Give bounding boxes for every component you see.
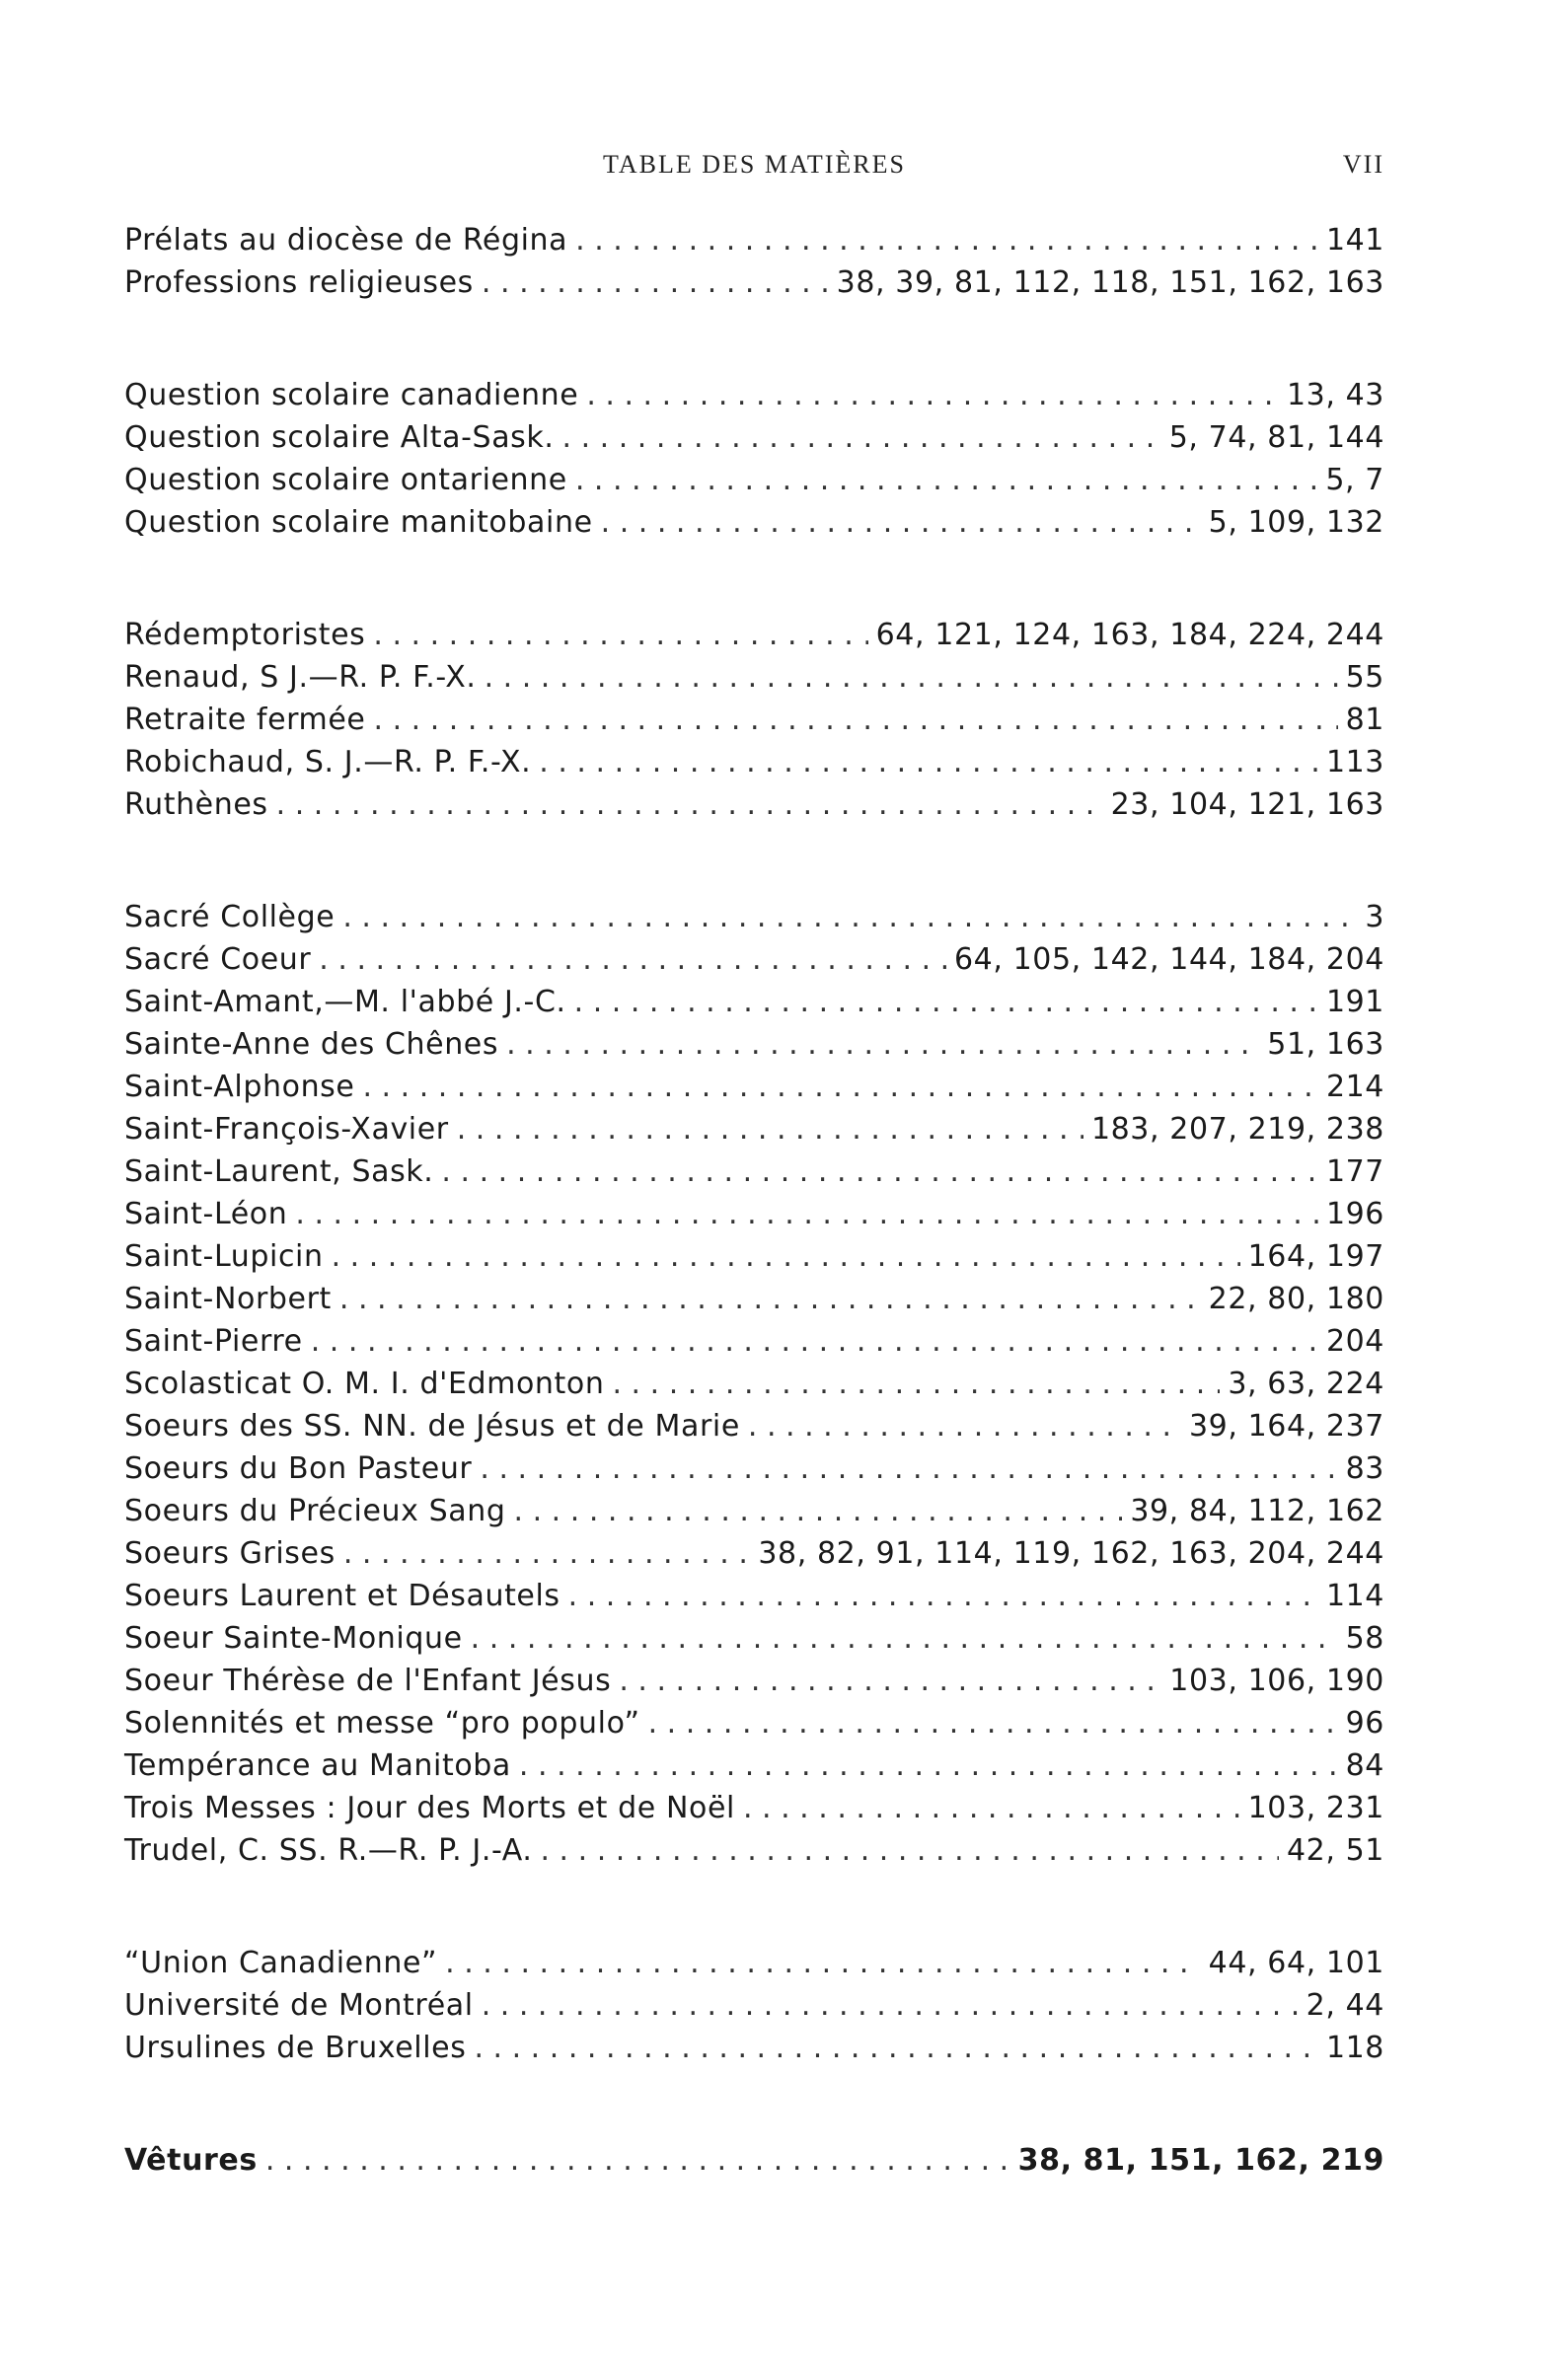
index-entry: [124, 1787, 1384, 1829]
dot-leader: [374, 699, 1338, 741]
entry-label: Renaud, S J.—R. P. F.-X.: [124, 660, 477, 695]
entry-pages: 196: [1325, 1197, 1384, 1231]
dot-leader: [342, 896, 1357, 938]
page-header: [124, 150, 1384, 189]
index-entry: [124, 1490, 1384, 1532]
entry-pages: 39, 164, 237: [1188, 1409, 1384, 1444]
dot-leader: [339, 1278, 1201, 1320]
entry-label: Saint-Léon: [124, 1197, 288, 1231]
entry-label: Vêtures: [124, 2143, 258, 2178]
entry-label: Soeurs Grises: [124, 1536, 336, 1571]
index-group: [124, 614, 1384, 826]
entry-pages: 55: [1345, 660, 1384, 695]
entry-label: Sacré Coeur: [124, 942, 312, 977]
index-entry: [124, 1984, 1384, 2027]
index-entry: [124, 1617, 1384, 1660]
index-entry: [124, 614, 1384, 656]
dot-leader: [601, 501, 1201, 544]
page-number: VII: [1342, 150, 1384, 179]
index-group: [124, 2139, 1384, 2182]
entry-label: Soeur Sainte-Monique: [124, 1621, 463, 1656]
entry-pages: 118: [1325, 2031, 1384, 2065]
index-entry: [124, 1532, 1384, 1575]
entry-label: Saint-Alphonse: [124, 1070, 355, 1104]
entry-pages: 58: [1345, 1621, 1384, 1656]
entry-label: Saint-Norbert: [124, 1282, 332, 1316]
dot-leader: [471, 1617, 1338, 1660]
entry-pages: 96: [1345, 1706, 1384, 1741]
dot-leader: [276, 783, 1103, 826]
entry-label: Tempérance au Manitoba: [124, 1748, 511, 1783]
entry-label: Solennités et messe “pro populo”: [124, 1706, 640, 1741]
entry-pages: 164, 197: [1247, 1239, 1384, 1274]
entry-label: Saint-François-Xavier: [124, 1112, 449, 1147]
entry-label: Ruthènes: [124, 787, 268, 822]
entry-label: Prélats au diocèse de Régina: [124, 223, 568, 258]
dot-leader: [441, 1150, 1318, 1193]
index-entry: [124, 699, 1384, 741]
dot-leader: [619, 1660, 1161, 1702]
entry-label: Sacré Collège: [124, 900, 336, 934]
entry-pages: 114: [1325, 1579, 1384, 1613]
entry-pages: 214: [1325, 1070, 1384, 1104]
entry-label: Soeurs Laurent et Désautels: [124, 1579, 560, 1613]
dot-leader: [514, 1490, 1123, 1532]
dot-leader: [482, 261, 829, 304]
entry-pages: 42, 51: [1286, 1833, 1384, 1868]
dot-leader: [540, 1829, 1278, 1872]
index-entry: [124, 1193, 1384, 1235]
entry-pages: 13, 43: [1286, 378, 1384, 412]
entry-pages: 64, 105, 142, 144, 184, 204: [953, 942, 1384, 977]
index-entry: [124, 261, 1384, 304]
entry-pages: 204: [1325, 1324, 1384, 1359]
entry-pages: 103, 231: [1247, 1791, 1384, 1825]
index-entry: [124, 1023, 1384, 1066]
entry-pages: 64, 121, 124, 163, 184, 224, 244: [875, 618, 1384, 652]
index-entry: [124, 1066, 1384, 1108]
dot-leader: [265, 2139, 1010, 2182]
entry-label: Retraite fermée: [124, 703, 366, 737]
index-entry: [124, 2139, 1384, 2182]
entry-pages: 5, 109, 132: [1208, 505, 1384, 540]
entry-label: Soeurs du Précieux Sang: [124, 1494, 506, 1528]
dot-leader: [586, 374, 1279, 416]
entry-label: Question scolaire canadienne: [124, 378, 579, 412]
entry-label: Sainte-Anne des Chênes: [124, 1027, 499, 1062]
entry-pages: 191: [1325, 985, 1384, 1019]
dot-leader: [332, 1235, 1240, 1278]
dot-leader: [445, 1942, 1200, 1984]
dot-leader: [568, 1575, 1318, 1617]
entry-pages: 81: [1345, 703, 1384, 737]
dot-leader: [373, 614, 867, 656]
index-entry: [124, 1660, 1384, 1702]
dot-leader: [562, 416, 1161, 459]
entry-label: Trois Messes : Jour des Morts et de Noël: [124, 1791, 735, 1825]
dot-leader: [480, 1447, 1337, 1490]
entry-label: Soeurs du Bon Pasteur: [124, 1451, 473, 1486]
index-entry: [124, 1702, 1384, 1744]
entry-pages: 5, 7: [1325, 463, 1384, 497]
index-entry: [124, 1150, 1384, 1193]
index-entry: [124, 374, 1384, 416]
index-entry: [124, 1942, 1384, 1984]
index-entry: [124, 1447, 1384, 1490]
entry-pages: 84: [1345, 1748, 1384, 1783]
index-entry: [124, 1278, 1384, 1320]
index-entry: [124, 1405, 1384, 1447]
entry-pages: 113: [1325, 745, 1384, 779]
index-entry: [124, 741, 1384, 783]
entry-label: Ursulines de Bruxelles: [124, 2031, 467, 2065]
dot-leader: [474, 2027, 1317, 2069]
entry-pages: 44, 64, 101: [1208, 1946, 1384, 1980]
index-entry: [124, 656, 1384, 699]
index-entry: [124, 896, 1384, 938]
index-entry: [124, 1829, 1384, 1872]
entry-label: Saint-Amant,—M. l'abbé J.-C.: [124, 985, 566, 1019]
entry-pages: 103, 106, 190: [1169, 1664, 1384, 1698]
entry-pages: 23, 104, 121, 163: [1110, 787, 1384, 822]
index-entry: [124, 1575, 1384, 1617]
entry-label: Saint-Lupicin: [124, 1239, 324, 1274]
entry-pages: 2, 44: [1306, 1988, 1384, 2023]
dot-leader: [648, 1702, 1338, 1744]
entry-label: Trudel, C. SS. R.—R. P. J.-A.: [124, 1833, 533, 1868]
index-entry: [124, 1744, 1384, 1787]
entry-label: Question scolaire Alta-Sask.: [124, 420, 555, 455]
index-entry: [124, 1235, 1384, 1278]
index-entry: [124, 219, 1384, 261]
dot-leader: [574, 981, 1318, 1023]
dot-leader: [612, 1363, 1220, 1405]
entry-label: Robichaud, S. J.—R. P. F.-X.: [124, 745, 532, 779]
entry-pages: 141: [1325, 223, 1384, 258]
index-entry: [124, 1363, 1384, 1405]
entry-pages: 177: [1325, 1154, 1384, 1189]
entry-pages: 38, 39, 81, 112, 118, 151, 162, 163: [836, 265, 1384, 300]
index-list: [124, 219, 1384, 2182]
index-entry: [124, 2027, 1384, 2069]
dot-leader: [485, 656, 1338, 699]
entry-pages: 51, 163: [1267, 1027, 1384, 1062]
dot-leader: [311, 1320, 1318, 1363]
entry-pages: 22, 80, 180: [1208, 1282, 1384, 1316]
dot-leader: [575, 459, 1318, 501]
entry-label: Soeurs des SS. NN. de Jésus et de Marie: [124, 1409, 740, 1444]
index-entry: [124, 1108, 1384, 1150]
running-title: TABLE DES MATIÈRES: [603, 150, 906, 179]
entry-pages: 5, 74, 81, 144: [1168, 420, 1384, 455]
entry-pages: 83: [1345, 1451, 1384, 1486]
index-entry: [124, 416, 1384, 459]
dot-leader: [362, 1066, 1317, 1108]
dot-leader: [457, 1108, 1083, 1150]
entry-label: Soeur Thérèse de l'Enfant Jésus: [124, 1664, 612, 1698]
dot-leader: [743, 1787, 1240, 1829]
dot-leader: [748, 1405, 1181, 1447]
index-entry: [124, 501, 1384, 544]
index-entry: [124, 1320, 1384, 1363]
entry-pages: 183, 207, 219, 238: [1090, 1112, 1384, 1147]
entry-pages: 38, 82, 91, 114, 119, 162, 163, 204, 244: [758, 1536, 1384, 1571]
entry-label: Professions religieuses: [124, 265, 474, 300]
entry-label: Saint-Pierre: [124, 1324, 303, 1359]
index-entry: [124, 981, 1384, 1023]
dot-leader: [343, 1532, 751, 1575]
index-entry: [124, 938, 1384, 981]
dot-leader: [482, 1984, 1299, 2027]
index-group: [124, 1942, 1384, 2069]
dot-leader: [506, 1023, 1259, 1066]
dot-leader: [519, 1744, 1338, 1787]
index-entry: [124, 459, 1384, 501]
entry-pages: 38, 81, 151, 162, 219: [1017, 2143, 1384, 2178]
entry-pages: 3, 63, 224: [1228, 1367, 1384, 1401]
index-entry: [124, 783, 1384, 826]
entry-pages: 3: [1365, 900, 1384, 934]
dot-leader: [539, 741, 1318, 783]
entry-label: Rédemptoristes: [124, 618, 366, 652]
entry-pages: 39, 84, 112, 162: [1130, 1494, 1384, 1528]
index-group: [124, 896, 1384, 1872]
dot-leader: [295, 1193, 1318, 1235]
entry-label: Saint-Laurent, Sask.: [124, 1154, 434, 1189]
entry-label: Université de Montréal: [124, 1988, 474, 2023]
entry-label: Question scolaire ontarienne: [124, 463, 567, 497]
dot-leader: [575, 219, 1318, 261]
dot-leader: [319, 938, 946, 981]
entry-label: “Union Canadienne”: [124, 1946, 438, 1980]
index-group: [124, 374, 1384, 544]
index-group: [124, 219, 1384, 304]
entry-label: Scolasticat O. M. I. d'Edmonton: [124, 1367, 605, 1401]
entry-label: Question scolaire manitobaine: [124, 505, 593, 540]
